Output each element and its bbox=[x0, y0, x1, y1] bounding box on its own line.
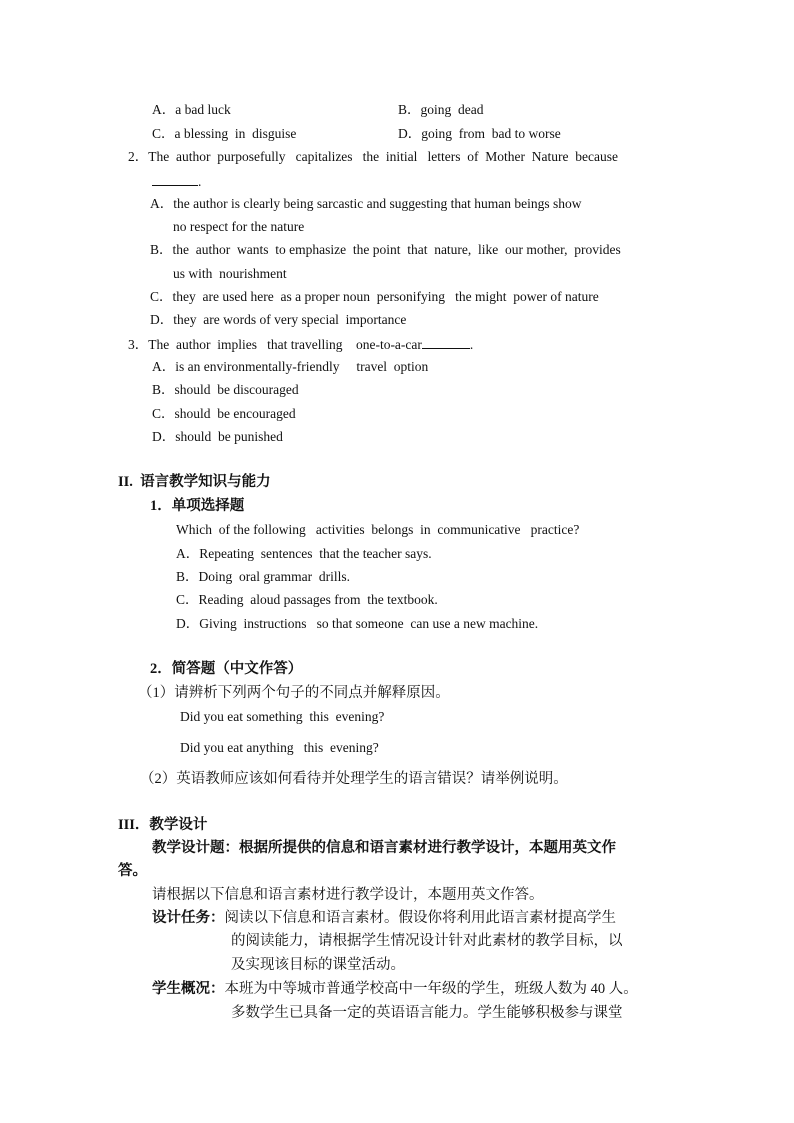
q2-option-b-line1: B．the author wants to emphasize the point that nature, like our mother, provides bbox=[150, 242, 621, 257]
mcq-option-d: D．Giving instructions so that someone can use a new machine. bbox=[176, 616, 539, 631]
q2-option-a-line1: A．the author is clearly being sarcastic and suggesting that human beings show bbox=[150, 196, 582, 211]
q3-option-d: D．should be punished bbox=[152, 429, 283, 444]
part2-heading-text: 语言教学知识与能力 bbox=[140, 474, 271, 490]
mcq-question: Which of the following activities belongs in communicative practice? bbox=[176, 522, 580, 537]
design-task-line1 bbox=[152, 909, 616, 927]
part2-sub2-text: 简答题（中文作答） bbox=[171, 661, 303, 677]
part2-heading bbox=[118, 473, 271, 491]
q3-stem-period: . bbox=[469, 337, 474, 352]
student-profile-label: 学生概况： bbox=[152, 981, 225, 997]
student-profile-line2: 多数学生已具备一定的英语语言能力。学生能够积极参与课堂 bbox=[231, 1005, 623, 1021]
part3-intro: 请根据以下信息和语言素材进行教学设计，本题用英文作答。 bbox=[152, 887, 544, 903]
part3-title-line1: 教学设计题：根据所提供的信息和语言素材进行教学设计，本题用英文作 bbox=[152, 840, 616, 856]
q3-option-a: A．is an environmentally-friendly travel option bbox=[152, 359, 429, 374]
design-task-label: 设计任务： bbox=[152, 910, 225, 926]
short-answer-q1-sentence2: Did you eat anything this evening? bbox=[180, 740, 379, 755]
q3-answer-blank bbox=[422, 335, 470, 349]
q3-option-b: B．should be discouraged bbox=[152, 382, 299, 397]
short-answer-q1-sentence1: Did you eat something this evening? bbox=[180, 709, 385, 724]
part2-sub1-num: 1． bbox=[150, 498, 172, 514]
q1-option-c: C．a blessing in disguise bbox=[152, 126, 297, 141]
q3-stem bbox=[128, 335, 473, 354]
part2-sub2-title bbox=[150, 660, 302, 678]
q1-option-b: B．going dead bbox=[398, 102, 484, 117]
part2-sub1-title bbox=[150, 497, 244, 515]
q3-stem-text: 3．The author implies that travelling one-to-a-car bbox=[128, 337, 422, 352]
part2-heading-num: II. bbox=[118, 474, 133, 490]
student-profile-text1: 本班为中等城市普通学校高中一年级的学生，班级人数为 40 人。 bbox=[224, 981, 638, 997]
q2-option-b-line2: us with nourishment bbox=[173, 266, 287, 281]
part3-heading: III．教学设计 bbox=[118, 817, 208, 833]
q3-option-c: C．should be encouraged bbox=[152, 406, 296, 421]
q2-answer-blank: . bbox=[152, 172, 201, 191]
q2-option-a-line2: no respect for the nature bbox=[173, 219, 305, 234]
short-answer-q2: （2）英语教师应该如何看待并处理学生的语言错误？请举例说明。 bbox=[140, 771, 568, 787]
design-task-line3: 及实现该目标的课堂活动。 bbox=[231, 957, 405, 973]
part2-sub2-num: 2． bbox=[150, 661, 172, 677]
q2-option-d: D．they are words of very special importance bbox=[150, 312, 407, 327]
part3-title-line2: 答。 bbox=[118, 863, 147, 879]
design-task-line2: 的阅读能力，请根据学生情况设计针对此素材的教学目标，以 bbox=[231, 933, 623, 949]
q1-option-a: A．a bad luck bbox=[152, 102, 231, 117]
mcq-option-b: B．Doing oral grammar drills. bbox=[176, 569, 350, 584]
mcq-option-a: A．Repeating sentences that the teacher says. bbox=[176, 546, 432, 561]
q2-option-c: C．they are used here as a proper noun personifying the might power of nature bbox=[150, 289, 599, 304]
mcq-option-c: C．Reading aloud passages from the textbook. bbox=[176, 592, 438, 607]
q1-option-d: D．going from bad to worse bbox=[398, 126, 561, 141]
student-profile-line1 bbox=[152, 980, 638, 998]
design-task-text1: 阅读以下信息和语言素材。假设你将利用此语言素材提高学生 bbox=[224, 910, 616, 926]
part2-sub1-text: 单项选择题 bbox=[171, 498, 245, 514]
q2-stem: 2．The author purposefully capitalizes the initial letters of Mother Nature because bbox=[128, 149, 618, 164]
short-answer-q1: （1）请辨析下列两个句子的不同点并解释原因。 bbox=[138, 685, 450, 701]
